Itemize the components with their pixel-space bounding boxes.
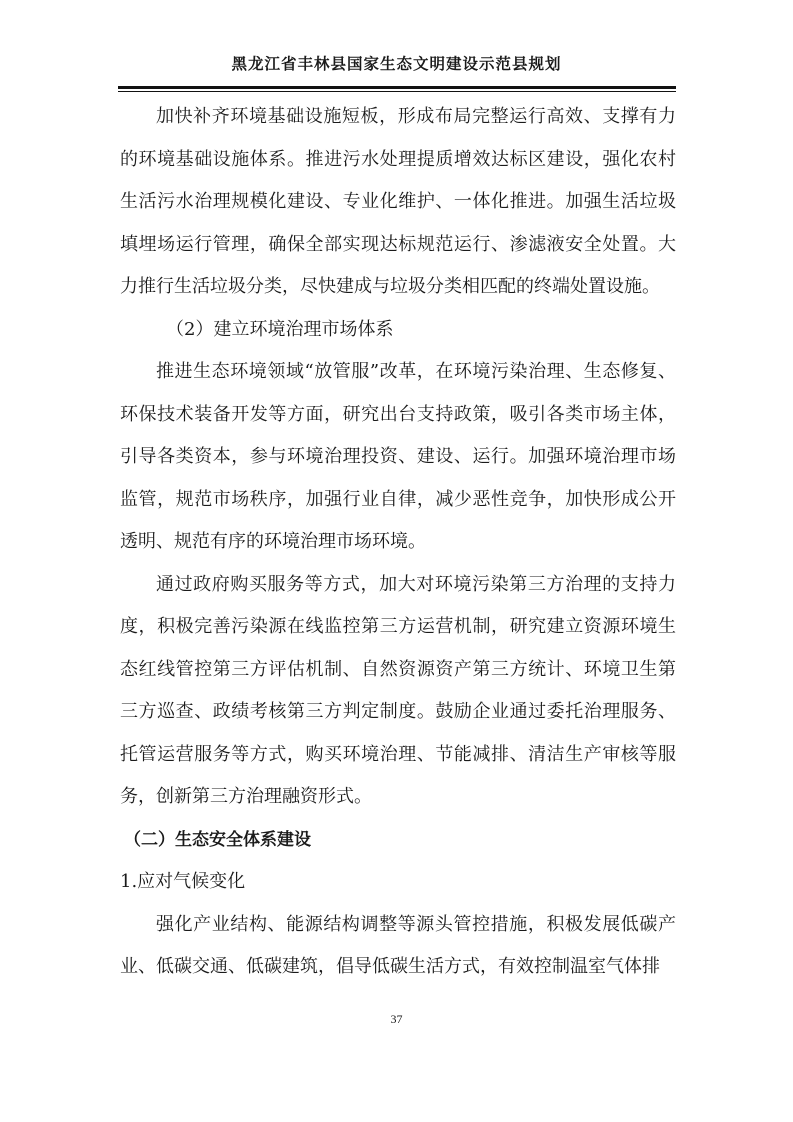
running-header-title: 黑龙江省丰林县国家生态文明建设示范县规划 [231,55,562,73]
section-heading-ecological-security: （二）生态安全体系建设 [124,829,311,850]
subheading-market-system: （2）建立环境治理市场体系 [166,318,394,340]
body-text [120,96,676,989]
paragraph-third-party: 通过政府购买服务等方式，加大对环境污染第三方治理的支持力度，积极完善污染源在线监控第三方运营机制，研究建立资源环境生态红线管控第三方评估机制、自然资源资产第三方统计、环境卫生第三方巡查、政绩考核第三方判定制度。鼓励企业通过委托治理服务、托管运营服务等方式，购买环境治理、节能减排、清洁生产审核等服务，创新第三方治理融资形式。 [120,573,676,807]
header-rule-thin [118,91,676,92]
page-number: 37 [390,1012,403,1026]
paragraph-low-carbon: 强化产业结构、能源结构调整等源头管控措施，积极发展低碳产业、低碳交通、低碳建筑，倡导低碳生活方式，有效控制温室气体排 [120,913,676,977]
item-heading-climate-change: 1.应对气候变化 [120,871,246,892]
paragraph-market-reform: 推进生态环境领域“放管服”改革，在环境污染治理、生态修复、环保技术装备开发等方面，研究出台支持政策，吸引各类市场主体，引导各类资本，参与环境治理投资、建设、运行。加强环境治理市场监管，规范市场秩序，加强行业自律，减少恶性竞争，加快形成公开透明、规范有序的环境治理市场环境。 [120,361,676,552]
header-rule-thick [118,86,676,89]
paragraph-infrastructure: 加快补齐环境基础设施短板，形成布局完整运行高效、支撑有力的环境基础设施体系。推进污水处理提质增效达标区建设，强化农村生活污水治理规模化建设、专业化维护、一体化推进。加强生活垃圾填埋场运行管理，确保全部实现达标规范运行、渗滤液安全处置。大力推行生活垃圾分类，尽快建成与垃圾分类相匹配的终端处置设施。 [120,106,676,297]
